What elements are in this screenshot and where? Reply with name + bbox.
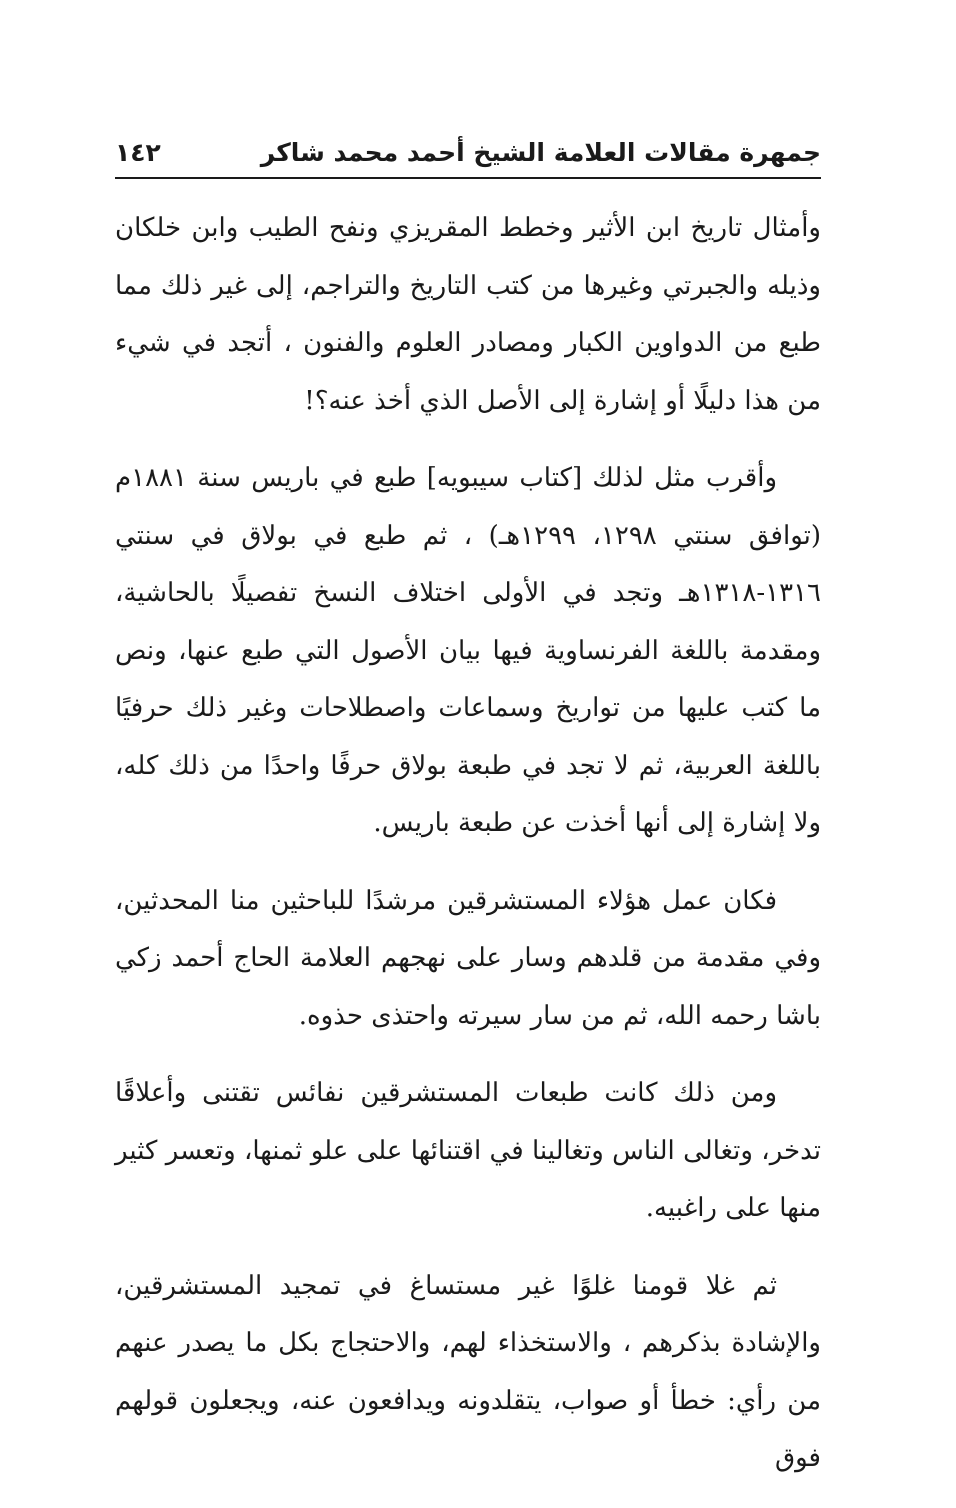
paragraph-5: ثم غلا قومنا غلوًا غير مستساغ في تمجيد المستشرقين، والإشادة بذكرهم ، والاستخذاء لهم، والاحتجاج بكل ما يصدر عنهم من رأي: خطأ أو صواب، يتقلدونه ويدافعون عنه، ويجعلون قولهم فوق	[115, 1270, 821, 1473]
running-title: جمهرة مقالات العلامة الشيخ أحمد محمد شاكر	[260, 138, 821, 167]
header-rule	[115, 177, 821, 179]
paragraph-1: وأمثال تاريخ ابن الأثير وخطط المقريزي ونفح الطيب وابن خلكان وذيله والجبرتي وغيرها من كتب التاريخ والتراجم، إلى غير ذلك مما طبع من الدواوين الكبار ومصادر العلوم والفنون ، أتجد في شيء من هذا دليلًا أو إشارة إلى الأصل الذي أخذ عنه؟!	[115, 213, 821, 416]
paragraph-2: وأقرب مثل لذلك [كتاب سيبويه] طبع في باريس سنة ١٨٨١م (توافق سنتي ١٢٩٨، ١٢٩٩هـ) ، ثم طبع في بولاق في سنتي ١٣١٦-١٣١٨هـ وتجد في الأولى اختلاف النسخ تفصيلًا بالحاشية، ومقدمة باللغة الفرنساوية فيها بيان الأصول التي طبع عنها، ونص ما كتب عليها من تواريخ وسماعات واصطلاحات وغير ذلك حرفيًا باللغة العربية، ثم لا تجد في طبعة بولاق حرفًا واحدًا من ذلك كله، ولا إشارة إلى أنها أخذت عن طبعة باريس.	[115, 463, 822, 838]
body-text	[115, 200, 821, 1508]
page-header	[115, 128, 821, 174]
page-number: ١٤٢	[115, 138, 161, 167]
paragraph-4: ومن ذلك كانت طبعات المستشرقين نفائس تقتنى وأعلاقًا تدخر، وتغالى الناس وتغالينا في اقتنائها على علو ثمنها، وتعسر كثير منها على راغبيه.	[115, 1078, 821, 1223]
paragraph-3: فكان عمل هؤلاء المستشرقين مرشدًا للباحثين منا المحدثين، وفي مقدمة من قلدهم وسار على نهجهم العلامة الحاج أحمد زكي باشا رحمه الله، ثم من سار سيرته واحتذى حذوه.	[115, 885, 821, 1031]
